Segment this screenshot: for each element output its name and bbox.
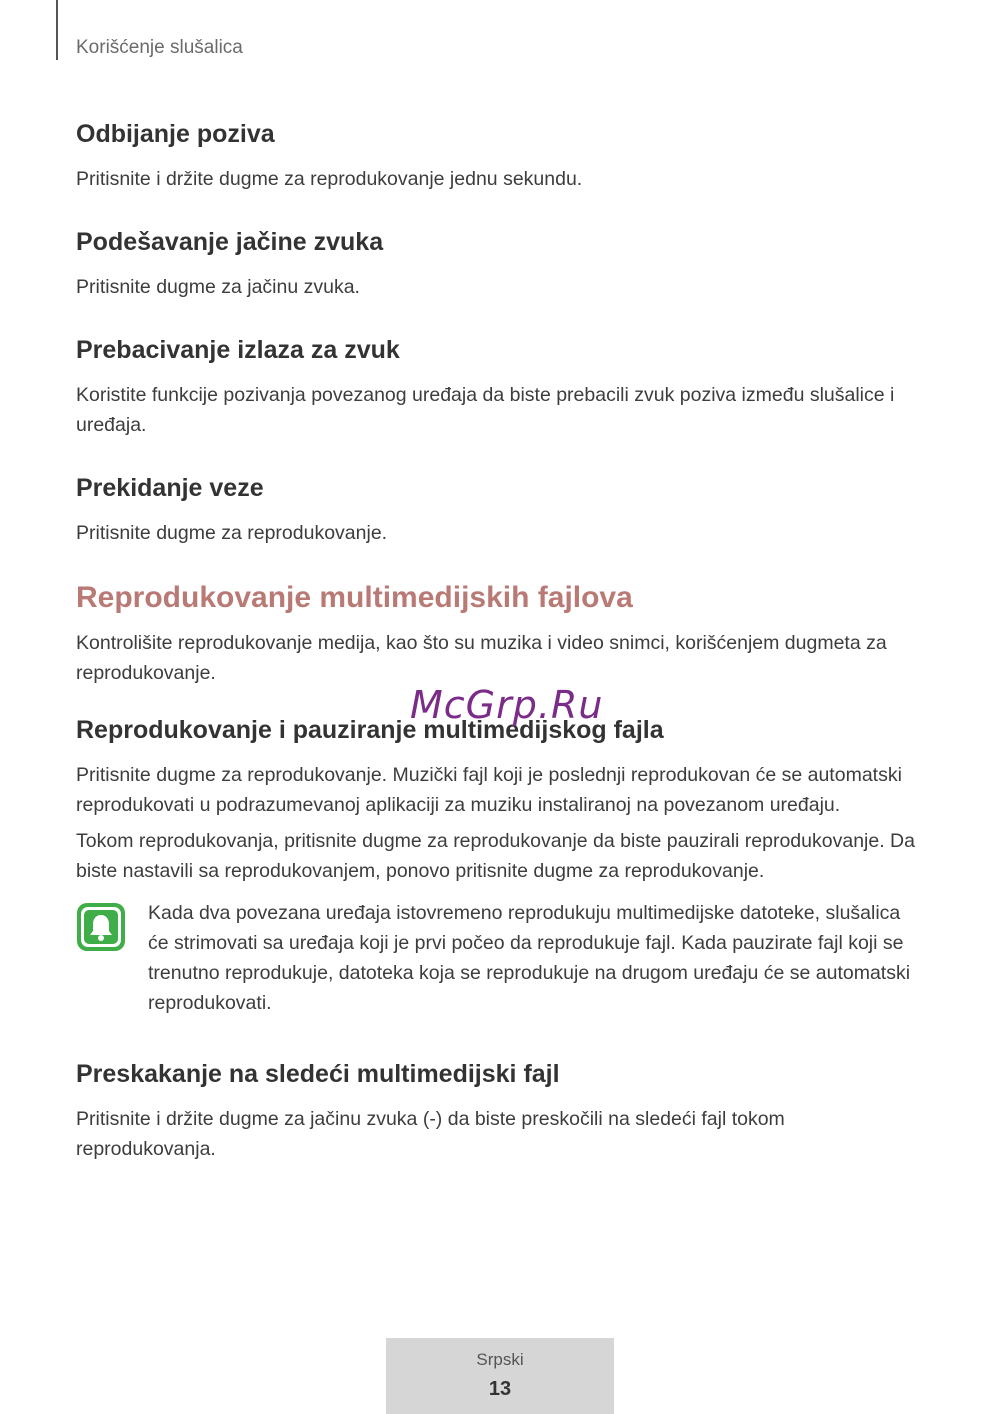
chapter-title: Reprodukovanje multimedijskih fajlova [76, 581, 633, 614]
page-content [76, 116, 926, 1194]
header-rule [56, 0, 58, 60]
section-disconnect [76, 470, 926, 548]
page-footer [386, 1338, 614, 1414]
section-title: Prekidanje veze [76, 474, 264, 502]
section-switch-audio [76, 332, 926, 440]
section-media [76, 578, 926, 688]
section-body: Tokom reprodukovanja, pritisnite dugme za reprodukovanje da biste pauzirali reprodukovanje. Da biste nastavili sa reprodukovanjem, ponovo pritisnite dugme za reprodukovanje. [76, 830, 915, 882]
section-body: Pritisnite i držite dugme za jačinu zvuka (-) da biste preskočili na sledeći fajl tokom reprodukovanja. [76, 1108, 785, 1160]
section-body: Pritisnite dugme za jačinu zvuka. [76, 276, 360, 298]
section-body: Pritisnite dugme za reprodukovanje. Muzički fajl koji je poslednji reprodukovan će se automatski reprodukovati u podrazumevanoj aplikaciji za muziku instaliranoj na povezanom uređaju. [76, 764, 902, 816]
section-title: Preskakanje na sledeći multimedijski fajl [76, 1060, 560, 1088]
section-play-pause [76, 712, 926, 1018]
footer-language: Srpski [476, 1350, 524, 1369]
running-header: Korišćenje slušalica [76, 37, 243, 58]
watermark: McGrp.Ru [410, 683, 604, 727]
section-body: Pritisnite dugme za reprodukovanje. [76, 522, 388, 544]
chapter-intro: Kontrolišite reprodukovanje medija, kao što su muzika i video snimci, korišćenjem dugmeta za reprodukovanje. [76, 632, 887, 684]
section-title: Odbijanje poziva [76, 120, 275, 148]
section-volume [76, 224, 926, 302]
section-body: Pritisnite i držite dugme za reprodukovanje jednu sekundu. [76, 168, 583, 190]
section-skip [76, 1056, 926, 1164]
bell-icon [76, 902, 126, 952]
section-title: Prebacivanje izlaza za zvuk [76, 336, 400, 364]
section-title: Podešavanje jačine zvuka [76, 228, 384, 256]
section-body: Koristite funkcije pozivanja povezanog uređaja da biste prebacili zvuk poziva između slušalice i uređaja. [76, 384, 895, 436]
page-number: 13 [488, 1378, 512, 1400]
section-title: Reprodukovanje i pauziranje multimedijskog fajla [76, 716, 664, 744]
note-callout [76, 898, 926, 1018]
section-reject-call [76, 116, 926, 194]
note-text: Kada dva povezana uređaja istovremeno reprodukuju multimedijske datoteke, slušalica će strimovati sa uređaja koji je prvi počeo da reprodukuje fajl. Kada pauzirate fajl koji se trenutno reprodukuje, datoteka koja se reprodukuje na drugom uređaju će se automatski reprodukovati. [148, 902, 911, 1014]
